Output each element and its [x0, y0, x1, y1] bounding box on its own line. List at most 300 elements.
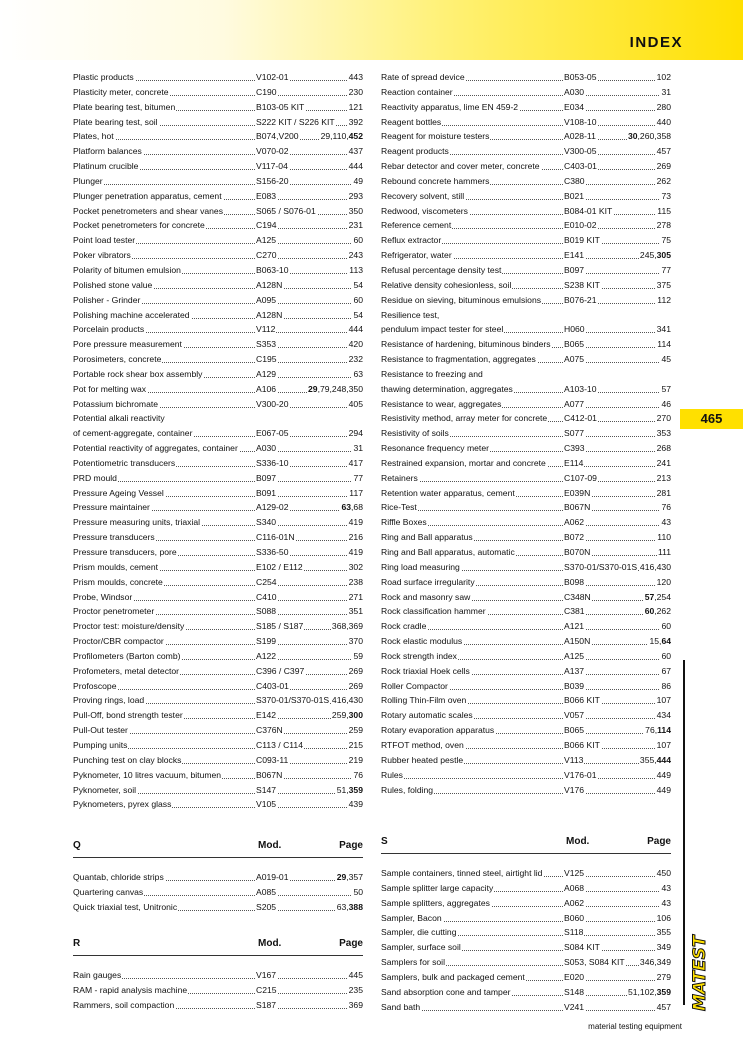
entry-name: Rock triaxial Hoek cells	[381, 664, 471, 679]
entry-name: Pocket penetrometers and shear vanes	[73, 204, 224, 219]
index-entry	[73, 560, 363, 575]
entry-page	[331, 619, 363, 634]
index-entry	[73, 456, 363, 471]
entry-name: Rock classification hammer	[381, 604, 487, 619]
entry-page-ref: 355,	[639, 754, 657, 765]
entry-page	[656, 100, 671, 115]
entry-page-main: 452	[348, 131, 363, 142]
entry-name: Resonance frequency meter	[381, 441, 490, 456]
entry-model: S118	[563, 925, 584, 940]
entry-model: S336-50	[255, 545, 290, 560]
entry-name: PRD mould	[73, 471, 118, 486]
index-entry	[381, 911, 671, 926]
entry-page-ref: 51,102,	[627, 986, 657, 997]
index-entry	[381, 500, 671, 515]
mod-column-header: Mod.	[566, 836, 590, 847]
entry-page-ref: 457	[656, 1001, 671, 1012]
entry-page-ref: 269	[348, 665, 363, 676]
entry-page	[340, 500, 363, 515]
entry-page-main: 30	[627, 131, 638, 142]
entry-model: S370-01/S370-01S	[255, 693, 330, 708]
index-entry	[381, 189, 671, 204]
entry-name: Reference cement	[381, 218, 452, 233]
entry-model: S353	[255, 337, 277, 352]
index-entry	[381, 144, 671, 159]
entry-model: V105	[255, 797, 277, 812]
index-entry	[381, 604, 671, 619]
index-entry	[73, 679, 363, 694]
index-entry	[381, 619, 671, 634]
dot-leader	[381, 510, 671, 511]
index-entry	[381, 708, 671, 723]
entry-page-ref: ,79,248,350	[317, 383, 363, 394]
index-entry	[73, 738, 363, 753]
entry-name: Plasticity meter, concrete	[73, 85, 170, 100]
entry-model: C107-09	[563, 471, 598, 486]
entry-page	[348, 115, 363, 130]
index-entry	[381, 940, 671, 955]
entry-page-ref: 60	[353, 294, 363, 305]
entry-model: E034	[563, 100, 585, 115]
entry-page	[348, 322, 363, 337]
index-entry	[381, 545, 671, 560]
entry-page	[352, 367, 363, 382]
index-entry	[381, 293, 671, 308]
entry-page	[348, 664, 363, 679]
entry-page-ref: 76	[661, 502, 671, 513]
index-entry	[381, 866, 671, 881]
entry-model: V300-20	[255, 397, 290, 412]
index-entry	[73, 649, 363, 664]
entry-name: Quantab, chloride strips	[73, 870, 165, 885]
index-entry	[381, 925, 671, 940]
index-entry	[381, 471, 671, 486]
entry-name: Residue on sieving, bituminous emulsions	[381, 293, 542, 308]
entry-name: Pyknometer, 10 litres vacuum, bitumen	[73, 768, 222, 783]
entry-model: A128N	[255, 278, 283, 293]
entry-page	[660, 263, 671, 278]
entry-name: Pyknometer, soil	[73, 783, 137, 798]
index-entry	[73, 308, 363, 323]
index-entry	[73, 500, 363, 515]
entry-page-ref: 302	[348, 561, 363, 572]
entry-page	[348, 397, 363, 412]
index-entry	[381, 955, 671, 970]
entry-page-ref: 77	[353, 472, 363, 483]
entry-page	[348, 634, 363, 649]
entry-name: Plates, hot	[73, 129, 115, 144]
index-entry	[381, 649, 671, 664]
entry-name: Pyknometers, pyrex glass	[73, 797, 172, 812]
index-entry	[381, 530, 671, 545]
dot-leader	[381, 1010, 671, 1011]
index-entry	[73, 783, 363, 798]
index-entry	[381, 634, 671, 649]
entry-model: A129-02	[255, 500, 290, 515]
entry-name: Profoscope	[73, 679, 117, 694]
entry-page-ref: 449	[656, 769, 671, 780]
entry-page	[348, 189, 363, 204]
entry-page-ref: 60	[353, 235, 363, 246]
index-entry	[381, 1000, 671, 1015]
index-entry	[73, 70, 363, 85]
entry-name: Rock strength index	[381, 649, 458, 664]
entry-model: A075	[563, 352, 585, 367]
entry-page	[644, 604, 671, 619]
index-entry	[73, 708, 363, 723]
entry-page	[656, 293, 671, 308]
entry-page	[348, 263, 363, 278]
index-entry	[73, 900, 363, 915]
entry-page-ref: 370	[348, 636, 363, 647]
entry-model: A062	[563, 515, 585, 530]
entry-page	[656, 322, 671, 337]
index-entry	[381, 560, 671, 575]
entry-page-ref: 216	[348, 532, 363, 543]
entry-name: Potentiometric transducers	[73, 456, 176, 471]
entry-page	[352, 649, 363, 664]
index-entry	[381, 768, 671, 783]
page-column-header: Page	[339, 938, 363, 949]
section-r	[73, 936, 363, 1013]
entry-model: B097	[255, 471, 277, 486]
entry-page-ref: 76,	[645, 725, 658, 736]
section-entries	[73, 968, 363, 1013]
index-entry	[73, 870, 363, 885]
entry-name: Resistance of hardening, bituminous binders	[381, 337, 552, 352]
index-entry	[381, 441, 671, 456]
entry-page	[639, 753, 671, 768]
entry-name: Rules	[381, 768, 404, 783]
entry-page-ref: 416,430	[331, 695, 363, 706]
entry-page	[644, 590, 671, 605]
entry-model: C403-01	[255, 679, 290, 694]
entry-model: A085	[255, 885, 277, 900]
entry-model: E039N	[563, 486, 591, 501]
entry-page	[656, 708, 671, 723]
entry-name: Potassium bichromate	[73, 397, 159, 412]
entry-page-main: 60	[644, 606, 655, 617]
entry-model: C376N	[255, 723, 284, 738]
entry-page-ref: 419	[348, 517, 363, 528]
entry-model: S148	[563, 985, 585, 1000]
entry-page-ref: 355	[656, 927, 671, 938]
entry-model: S065 / S076-01	[255, 204, 317, 219]
entry-page	[348, 968, 363, 983]
entry-page-ref: 416,430	[639, 561, 671, 572]
entry-model: C215	[255, 983, 278, 998]
entry-page-ref: 106	[656, 912, 671, 923]
entry-page-ref: 75	[661, 235, 671, 246]
entry-page	[352, 278, 363, 293]
entry-page	[352, 174, 363, 189]
entry-page	[656, 411, 671, 426]
matest-logo	[688, 936, 712, 1011]
entry-model: C403-01	[563, 159, 598, 174]
entry-model: V102-01	[255, 70, 290, 85]
index-entry	[381, 575, 671, 590]
index-entry	[73, 619, 363, 634]
entry-page	[348, 530, 363, 545]
entry-page	[660, 352, 671, 367]
entry-page-ref: 15,	[649, 636, 662, 647]
entry-page-ref: 259,	[331, 710, 349, 721]
entry-name: Rammers, soil compaction	[73, 998, 175, 1013]
entry-model: H060	[563, 322, 586, 337]
entry-page-ref: 238	[348, 576, 363, 587]
entry-page	[656, 426, 671, 441]
entry-page-ref: 439	[348, 799, 363, 810]
entry-page-ref: 67	[661, 665, 671, 676]
entry-name: Resistance to freezing and	[381, 367, 484, 382]
entry-name: RAM - rapid analysis machine	[73, 983, 188, 998]
entry-page-ref: 112	[657, 294, 671, 305]
entry-page	[627, 985, 671, 1000]
entry-page	[656, 471, 671, 486]
entry-page	[348, 70, 363, 85]
entry-page-ref: 294	[348, 428, 363, 439]
entry-model: A077	[563, 397, 585, 412]
index-entry	[73, 693, 363, 708]
entry-model: V112	[255, 322, 276, 337]
entry-model: S238 KIT	[563, 278, 601, 293]
entry-page-ref: 46	[661, 398, 671, 409]
entry-model: B066 KIT	[563, 693, 601, 708]
entry-page	[639, 248, 671, 263]
entry-page	[348, 797, 363, 812]
entry-page	[660, 397, 671, 412]
entry-page	[348, 337, 363, 352]
entry-name: Polished stone value	[73, 278, 153, 293]
entry-model: C381	[563, 604, 586, 619]
entry-page-ref: ,262	[654, 606, 671, 617]
entry-model: B021	[563, 189, 585, 204]
entry-model: A095	[255, 293, 277, 308]
entry-name: Reagent products	[381, 144, 450, 159]
entry-page-ref: 76	[353, 769, 363, 780]
entry-page	[656, 693, 671, 708]
entry-model: B067N	[255, 768, 283, 783]
entry-model: B098	[563, 575, 585, 590]
index-entry	[381, 738, 671, 753]
entry-name: Resistivity of soils	[381, 426, 450, 441]
entry-model: C116-01N	[255, 530, 296, 545]
entry-page-ref: 278	[656, 220, 671, 231]
index-entry	[381, 881, 671, 896]
entry-name: Pressure Ageing Vessel	[73, 486, 165, 501]
entry-page-ref: 213	[656, 472, 671, 483]
entry-page	[336, 870, 363, 885]
entry-page-ref: 341	[656, 324, 671, 335]
entry-model: E114	[563, 456, 584, 471]
entry-name: Profilometers (Barton comb)	[73, 649, 181, 664]
header-band	[0, 0, 743, 60]
entry-name: Resistivity method, array meter for concrete	[381, 411, 548, 426]
entry-name: Retention water apparatus, cement	[381, 486, 516, 501]
entry-model: B084-01 KIT	[563, 204, 613, 219]
entry-page-main: 300	[348, 710, 363, 721]
entry-model: A062	[563, 896, 585, 911]
index-entry	[381, 115, 671, 130]
entry-page-ref: 54	[353, 279, 363, 290]
entry-model: S147	[255, 783, 277, 798]
index-entry	[73, 486, 363, 501]
entry-model: C393	[563, 441, 586, 456]
entry-page-ref: 419	[348, 547, 363, 557]
entry-name: Refrigerator, water	[381, 248, 453, 263]
entry-model: B063-10	[255, 263, 290, 278]
entry-page-ref: 293	[348, 190, 363, 201]
index-entry	[381, 693, 671, 708]
entry-page	[656, 911, 671, 926]
entry-name: Rock and masonry saw	[381, 590, 471, 605]
index-entry	[73, 263, 363, 278]
entry-page	[348, 159, 363, 174]
entry-page-ref: 434	[656, 710, 671, 721]
entry-page	[660, 896, 671, 911]
entry-page-ref: 115	[657, 205, 671, 216]
section-s	[381, 834, 671, 1014]
entry-name: Reagent for moisture testers	[381, 129, 490, 144]
entry-model: C093-11	[255, 753, 289, 768]
entry-name: Relative density cohesionless, soil	[381, 278, 512, 293]
entry-model: E083	[255, 189, 277, 204]
entry-page-ref: 60	[661, 650, 671, 661]
entry-page-ref: 59	[353, 650, 363, 661]
index-entry	[381, 486, 671, 501]
entry-model: S205	[255, 900, 277, 915]
entry-name: Rolling Thin-Film oven	[381, 693, 467, 708]
entry-page	[656, 337, 671, 352]
index-entry	[381, 100, 671, 115]
entry-model: A125	[255, 233, 277, 248]
entry-page-main: 29	[308, 383, 318, 394]
entry-model: B066 KIT	[563, 738, 601, 753]
entry-page-ref: 31	[661, 86, 671, 97]
index-entry	[381, 411, 671, 426]
right-index-column	[381, 70, 671, 797]
entry-page-main: 29	[336, 872, 347, 882]
entry-name: Pocket penetrometers for concrete	[73, 218, 206, 233]
page-title: INDEX	[629, 34, 683, 51]
entry-page-ref: 281	[656, 487, 671, 498]
entry-model: S053, S084 KIT	[563, 955, 626, 970]
entry-model: B039	[563, 679, 585, 694]
side-rule	[683, 660, 685, 1005]
entry-model: A125	[563, 649, 585, 664]
entry-page	[348, 753, 363, 768]
entry-page-ref: 215	[348, 739, 363, 750]
section-entries	[73, 870, 363, 915]
entry-page-ref: 102	[656, 72, 671, 82]
entry-page-ref: 457	[656, 146, 671, 157]
entry-name: Redwood, viscometers	[381, 204, 469, 219]
entry-model: V300-05	[563, 144, 598, 159]
entry-page	[348, 998, 363, 1013]
entry-page-main: 359	[348, 784, 363, 795]
index-entry	[381, 129, 671, 144]
entry-model: C348N	[563, 590, 592, 605]
index-entry	[73, 100, 363, 115]
section-entries	[381, 866, 671, 1014]
entry-name: Pressure measuring units, triaxial	[73, 515, 201, 530]
entry-page	[660, 649, 671, 664]
entry-page-main: 359	[656, 986, 671, 997]
index-entry	[381, 204, 671, 219]
entry-page-ref: 107	[656, 695, 671, 706]
index-entry	[381, 263, 671, 278]
entry-page-ref: 235	[348, 984, 363, 995]
entry-page-ref: 417	[348, 457, 363, 468]
index-entry	[381, 159, 671, 174]
entry-model: B070N	[563, 545, 591, 560]
entry-page	[639, 955, 671, 970]
entry-page	[656, 940, 671, 955]
entry-model: C190	[255, 85, 278, 100]
entry-model: E102 / E112	[255, 560, 304, 575]
entry-page-main: 57	[644, 591, 655, 602]
entry-model: V108-10	[563, 115, 598, 130]
entry-page	[336, 783, 363, 798]
index-entry	[381, 664, 671, 679]
index-entry	[73, 322, 363, 337]
entry-model: S185 / S187	[255, 619, 304, 634]
entry-model: E067-05	[255, 426, 290, 441]
entry-model: E142	[255, 708, 277, 723]
entry-page-ref: 444	[348, 161, 363, 172]
entry-page-ref: 353	[656, 428, 671, 439]
entry-page-ref: 63	[353, 368, 363, 379]
entry-model: C195	[255, 352, 278, 367]
entry-name: Sampler, surface soil	[381, 940, 462, 955]
entry-model: A106	[255, 382, 277, 397]
entry-page-ref: 54	[353, 309, 363, 320]
entry-name: Punching test on clay blocks	[73, 753, 182, 768]
entry-name: Samplers for soil	[381, 955, 446, 970]
index-entry	[73, 998, 363, 1013]
entry-page-ref: 443	[348, 72, 363, 82]
entry-name: pendulum impact tester for steel	[381, 322, 504, 337]
entry-page	[307, 382, 363, 397]
entry-page-ref: 231	[348, 220, 363, 231]
entry-name: Ring and Ball apparatus	[381, 530, 474, 545]
index-entry	[73, 797, 363, 812]
entry-name: Porcelain products	[73, 322, 145, 337]
entry-page-ref: 392	[348, 116, 363, 127]
entry-page	[331, 708, 363, 723]
entry-name: Proctor penetrometer	[73, 604, 155, 619]
entry-page	[348, 352, 363, 367]
entry-page	[320, 129, 363, 144]
index-entry	[73, 293, 363, 308]
entry-page-ref: 86	[661, 680, 671, 691]
entry-page-main: 388	[348, 901, 363, 912]
entry-model: V167	[255, 968, 277, 983]
entry-model: C410	[255, 590, 278, 605]
entry-page	[348, 723, 363, 738]
entry-model: A030	[255, 441, 277, 456]
entry-page	[336, 900, 363, 915]
entry-page	[656, 115, 671, 130]
entry-page-ref: 121	[348, 101, 363, 112]
section-divider	[73, 955, 363, 956]
entry-page-ref: ,357	[346, 872, 363, 882]
index-entry	[73, 218, 363, 233]
entry-name: Reactivity apparatus, lime EN 459-2	[381, 100, 519, 115]
entry-model: A121	[563, 619, 585, 634]
entry-page-ref: 49	[353, 175, 363, 186]
entry-model: C194	[255, 218, 278, 233]
